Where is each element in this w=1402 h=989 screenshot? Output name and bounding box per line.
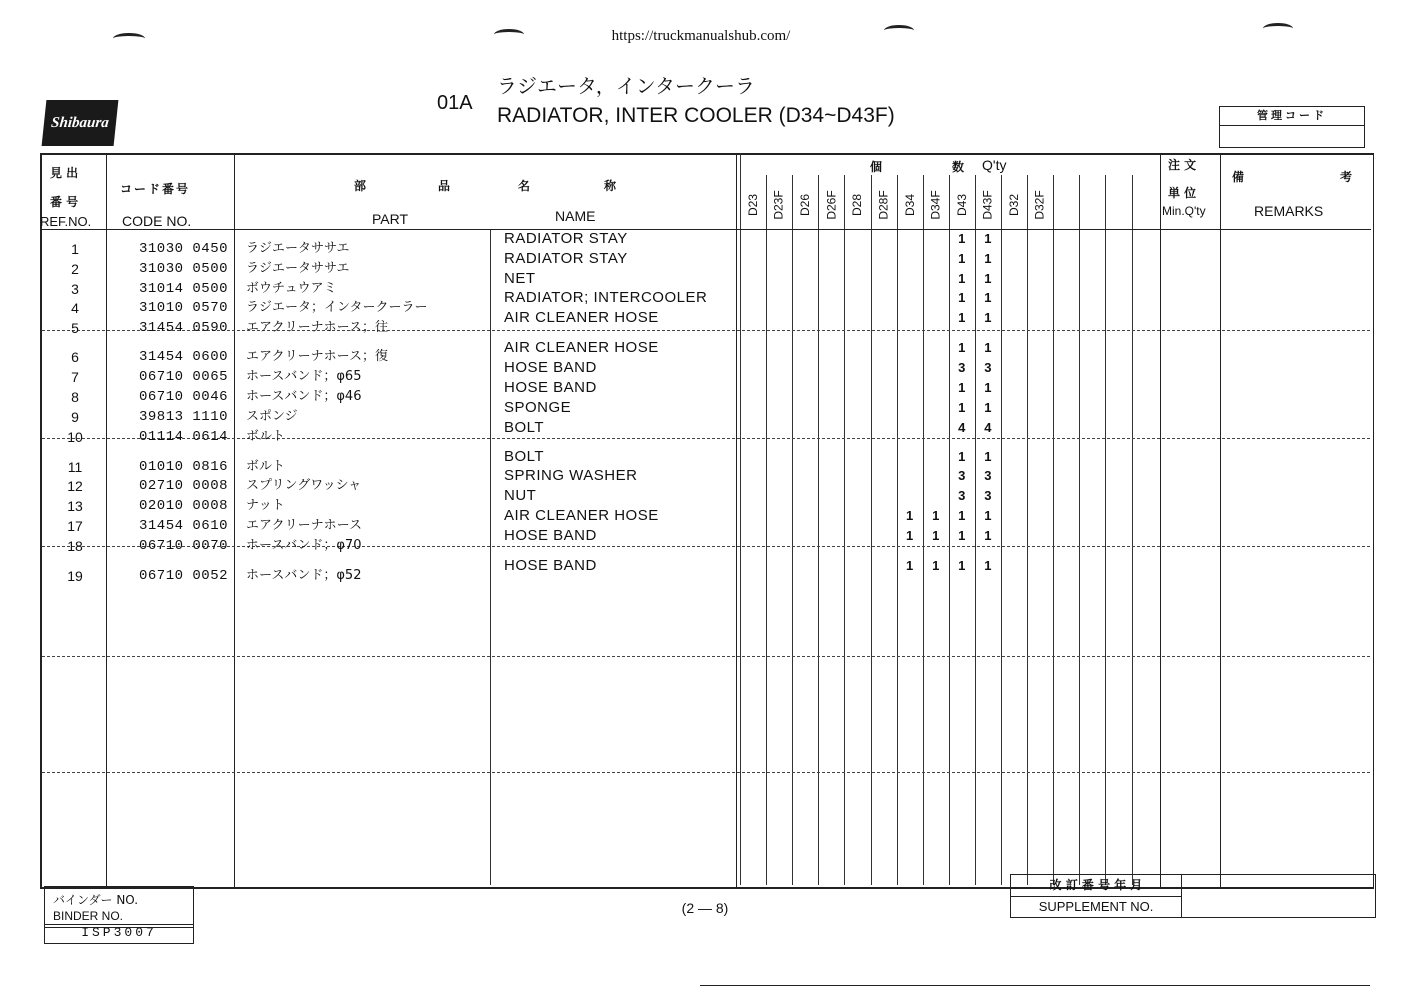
qty-value: 3 [958,488,966,503]
part-code: 39813 1110 [138,409,228,425]
part-name-en: HOSE BAND [504,359,597,376]
part-name-en: RADIATOR STAY [504,230,628,247]
model-label: D23F [772,190,787,220]
ref-number: 12 [67,478,83,494]
part-code: 31454 0600 [138,349,228,365]
part-code: 01114 0614 [138,429,228,445]
remarks-header-jp-2: 考 [1340,170,1353,184]
qty-value: 3 [984,360,992,375]
qty-value: 1 [984,271,992,286]
model-label: D28F [876,190,891,220]
part-name-en: AIR CLEANER HOSE [504,507,659,524]
ref-header-jp-1: 見 出 [50,166,79,180]
ref-number: 17 [67,518,83,534]
part-name-en: SPONGE [504,399,572,416]
model-header [949,184,975,226]
qty-column-rule [818,175,819,885]
qty-value: 4 [958,420,966,435]
part-name-jp: ホースバンド；φ65 [246,369,362,384]
model-header [923,184,949,226]
part-code: 31030 0450 [138,241,228,257]
qty-column-rule [792,175,793,885]
remarks-header-jp: 備 [1232,170,1245,184]
part-code: 06710 0052 [138,568,228,584]
ref-number: 4 [71,300,79,316]
ref-number: 2 [71,261,79,277]
qty-value: 1 [958,449,966,464]
order-header-en: Min.Q'ty [1162,204,1206,218]
qty-value: 1 [958,310,966,325]
qty-header-jp-2: 数 [952,160,965,174]
page-number: (2 — 8) [681,900,729,916]
name-header-jp-2: 称 [604,179,617,193]
part-name-en: HOSE BAND [504,557,597,574]
part-name-en: AIR CLEANER HOSE [504,309,659,326]
part-name-jp: スプリングワッシャ [246,478,362,493]
model-label: D28 [850,193,865,217]
supplement-label-jp: 改 訂 番 号 年 月 [1011,875,1182,897]
group-divider [42,656,1370,657]
part-name-en: SPRING WASHER [504,467,638,484]
model-header [897,184,923,226]
qty-value: 1 [905,508,914,523]
qty-value: 1 [958,251,966,266]
model-header [818,184,844,226]
ref-number: 5 [71,320,79,336]
part-code: 31454 0610 [138,518,228,534]
qty-column-rule [1105,175,1106,885]
part-name-jp: ホースバンド；φ46 [246,389,362,404]
part-name-jp: エアクリーナホース [246,518,362,533]
group-divider [42,546,1370,547]
qty-column-rule [1001,175,1002,885]
supplement-label-en: SUPPLEMENT NO. [1011,897,1182,917]
ref-number: 11 [67,459,83,475]
ref-number: 18 [67,538,83,554]
qty-value: 1 [932,528,940,543]
qty-value: 1 [984,251,992,266]
model-label: D26F [824,190,839,220]
part-code: 31014 0500 [138,281,228,297]
part-name-jp: ラジエータササエ [246,261,350,276]
part-name-jp: ホースバンド；φ70 [246,538,362,553]
order-header-jp-2: 単 位 [1168,186,1197,200]
part-code: 02710 0008 [138,478,228,494]
part-code: 06710 0070 [138,538,228,554]
binder-number: ISP3007 [44,924,194,944]
qty-value: 1 [958,271,966,286]
part-code: 06710 0065 [138,369,228,385]
part-name-en: AIR CLEANER HOSE [504,339,659,356]
punch-mark [884,25,914,36]
header-rule [40,229,1371,230]
ref-number: 10 [67,429,83,445]
qty-column-rule [1053,175,1054,885]
model-label: D34F [928,190,943,220]
model-label: D43 [954,193,969,217]
group-divider [42,438,1370,439]
management-code-box [1219,106,1365,148]
ref-number: 6 [71,349,79,365]
part-name-jp: エアクリーナホース；往 [246,320,388,335]
col-rule-name [736,153,737,887]
qty-value: 4 [984,420,992,435]
part-header-jp: 部 [354,179,367,193]
part-code: 01010 0816 [138,459,228,475]
part-name-jp: エアクリーナホース；復 [246,349,388,364]
order-header-jp: 注 文 [1168,158,1197,172]
part-name-jp: ボルト [246,429,286,444]
qty-column-rule [871,175,872,885]
qty-value: 1 [984,310,992,325]
model-label: D23 [745,193,760,217]
qty-column-rule [1027,175,1028,885]
qty-value: 1 [984,380,992,395]
model-header [975,184,1001,226]
part-code: 02010 0008 [138,498,228,514]
qty-value: 1 [958,290,966,305]
bottom-rule [700,985,1370,986]
model-label: D32F [1033,190,1048,220]
part-name-en: HOSE BAND [504,379,597,396]
binder-label-jp: バインダー NO. [53,893,139,907]
logo-text: Shibaura [50,114,110,131]
qty-column-rule [766,175,767,885]
part-name-en: BOLT [504,419,545,436]
part-name-jp: ラジエータ；インタークーラー [246,300,428,315]
punch-mark [494,29,524,40]
qty-value: 3 [984,488,992,503]
remarks-header-en: REMARKS [1254,203,1324,219]
ref-number: 9 [71,409,79,425]
part-name-en: NET [504,270,536,287]
col-rule-part [490,230,491,885]
part-name-en: BOLT [504,448,545,465]
part-name-jp: ラジエータササエ [246,241,350,256]
qty-value: 1 [984,231,992,246]
part-name-en: RADIATOR STAY [504,250,628,267]
ref-number: 1 [71,241,79,257]
part-header-jp-2: 品 [438,179,451,193]
qty-value: 1 [905,558,914,573]
model-header [1027,184,1053,226]
model-header [844,184,870,226]
qty-value: 1 [958,400,966,415]
part-header-en: PART [372,211,409,227]
binder-label-en: BINDER NO. [53,909,124,923]
qty-value: 1 [905,528,914,543]
code-header-en: CODE NO. [122,213,192,229]
qty-value: 1 [958,340,966,355]
qty-value: 1 [984,449,992,464]
source-url: https://truckmanualshub.com/ [611,28,791,44]
qty-header-jp: 個 [870,160,883,174]
part-code: 06710 0046 [138,389,228,405]
model-header [792,184,818,226]
qty-value: 1 [984,558,992,573]
punch-mark [1263,23,1293,34]
qty-value: 1 [984,528,992,543]
qty-column-rule [844,175,845,885]
part-name-jp: ボウチュウアミ [246,281,337,296]
qty-value: 1 [958,558,966,573]
part-code: 31454 0590 [138,320,228,336]
part-name-jp: ナット [246,498,285,513]
model-header [1001,184,1027,226]
ref-number: 8 [71,389,79,405]
name-header-jp: 名 [518,179,531,193]
qty-header-en: Q'ty [982,157,1007,173]
col-rule-code [234,153,235,887]
qty-column-rule [1079,175,1080,885]
binder-box [44,886,194,928]
section-code: 01A [437,92,473,114]
model-header [740,184,766,226]
qty-value: 3 [984,468,992,483]
title-english: RADIATOR, INTER COOLER (D34~D43F) [497,104,895,127]
ref-number: 3 [71,281,79,297]
group-divider [42,330,1370,331]
code-header-jp: コード番号 [120,182,191,196]
qty-value: 1 [984,340,992,355]
ref-number: 19 [67,568,83,584]
name-header-en: NAME [555,208,596,224]
company-logo [42,100,119,146]
parts-table-frame [40,153,1374,889]
qty-column-rule [740,153,741,885]
ref-number: 7 [71,369,79,385]
part-name-en: NUT [504,487,537,504]
punch-mark [113,33,145,44]
part-name-jp: ホースバンド；φ52 [246,568,362,583]
qty-value: 1 [958,380,966,395]
part-name-jp: ボルト [246,459,286,474]
part-name-jp: スポンジ [246,409,298,424]
qty-value: 1 [958,231,966,246]
ref-header-en: REF.NO. [40,214,92,229]
col-rule-qty [1160,153,1161,887]
ref-number: 13 [67,498,83,514]
group-divider [42,772,1370,773]
qty-value: 1 [984,508,992,523]
part-name-en: HOSE BAND [504,527,597,544]
part-code: 31010 0570 [138,300,228,316]
model-label: D32 [1006,193,1021,217]
model-label: D43F [980,190,995,220]
model-header [766,184,792,226]
part-name-en: RADIATOR; INTERCOOLER [504,289,708,306]
qty-value: 1 [958,508,966,523]
ref-header-jp-2: 番 号 [50,195,79,209]
qty-value: 1 [984,290,992,305]
qty-value: 1 [932,508,940,523]
supplement-box [1010,874,1376,918]
title-japanese: ラジエータ，インタークーラ [497,74,755,98]
part-code: 31030 0500 [138,261,228,277]
qty-value: 3 [958,468,966,483]
model-label: D34 [902,193,917,217]
col-rule-order [1220,153,1221,887]
qty-value: 1 [984,400,992,415]
qty-column-rule [1132,175,1133,885]
model-header [871,184,897,226]
qty-value: 3 [958,360,966,375]
management-code-label: 管理コード [1220,107,1364,126]
model-label: D26 [798,193,813,217]
qty-value: 1 [932,558,940,573]
qty-value: 1 [958,528,966,543]
